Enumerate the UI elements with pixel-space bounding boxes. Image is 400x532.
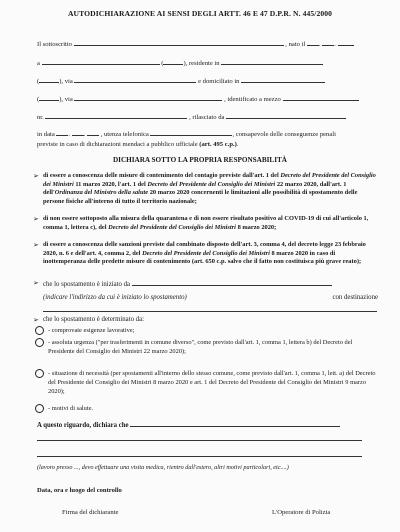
label-nr: nr.: [37, 114, 44, 121]
option-2-text: - assoluta urgenza ("per trasferimenti in comune diverso", come previsto dall'art. 1, comma 1, lettera b) del Decreto del Presidente del Consiglio dei Ministri 22 marzo 2020);: [48, 339, 353, 355]
label-nato-il: , nato il: [285, 41, 306, 48]
circle-checkbox-icon[interactable]: [35, 338, 44, 347]
field-birth-month[interactable]: [322, 39, 334, 46]
field-residence-street[interactable]: [74, 76, 196, 83]
field-destination[interactable]: [43, 305, 377, 312]
bullet-item-sanzioni: [33, 241, 378, 267]
bullet-1-text-f: Ordinanza del Ministro della salute: [54, 189, 149, 197]
label-rilasciato: , rilasciato da: [189, 114, 225, 121]
label-previste: previste in caso di dichiarazioni mendaci a pubblico ufficiale: [37, 141, 198, 148]
note-esempi: (lavoro presso ..., devo effettuare una visita medica, rientro dall'estero, altri motivi particolari, etc....): [37, 464, 289, 471]
label-paren-2: (: [37, 78, 40, 85]
circle-checkbox-icon[interactable]: [35, 326, 44, 335]
bullet-item-motivo: [33, 316, 378, 325]
arrow-bullet-icon: ➢: [33, 279, 39, 287]
line-in-data: in data . . , utenza telefonica , consapevole delle conseguenze penali: [37, 131, 336, 138]
field-dichiara[interactable]: [130, 420, 340, 427]
label-identificato: , identificato a mezzo: [224, 96, 281, 103]
bullet-3-text-c: 8 marzo 2020 in caso di inottemperanza delle predette misure di contenimento: [43, 249, 336, 266]
bullet-5-text: che lo spostamento è determinato da:: [43, 316, 144, 323]
field-issue-year[interactable]: [87, 129, 99, 136]
label-via-2: ), via: [59, 96, 73, 103]
field-id-document[interactable]: [283, 94, 359, 101]
field-domicile[interactable]: [241, 76, 325, 83]
bullet-item-spostamento: [33, 279, 378, 316]
label-paren: (: [161, 60, 164, 67]
bullet-3-text-a: di essere a conoscenza delle sanzioni previste dal combinato disposto dell'art. 3, comma 4, del decreto legge 23 febbraio 2020, n. 6 e dell'art. 4, comma 2, del: [43, 241, 366, 257]
label-riguardo: A questo riguardo, dichiara che: [37, 422, 129, 429]
bullet-item-misure: [33, 172, 378, 206]
bullet-4-text-c: con destinazione: [332, 293, 378, 301]
option-salute: [48, 404, 378, 413]
label-via: ), via: [59, 78, 73, 85]
bullet-1-text-e: 22 marzo 2020, dall'art. 1 dell': [43, 180, 347, 197]
field-domicile-street[interactable]: [74, 94, 222, 101]
label-sottoscritto: Il sottoscritto: [37, 41, 72, 48]
arrow-bullet-icon: ➢: [33, 215, 39, 223]
label-domiciliato: e domiciliato in: [198, 78, 240, 85]
line-nr: [37, 112, 346, 121]
bullet-2-text-a: di non essere sottoposto alla misura della quarantena e di non essere risultato positivo al COVID-19: [43, 215, 315, 222]
option-3-text: - situazione di necessità (per spostamenti all'interno dello stesso comune, come previsto dall'art. 1, comma 1, lett. a) del Decreto del Presidente del Consiglio dei Ministri 8 marzo 2020 e art. 1 del Decreto del Presidente del Consiglio dei Ministri 9 marzo 2020);: [48, 370, 376, 395]
label-residente: ), residente in: [183, 60, 220, 67]
option-necessita: [48, 369, 378, 396]
arrow-bullet-icon: ➢: [33, 172, 39, 180]
field-dichiara-line-3[interactable]: [37, 456, 362, 457]
arrow-bullet-icon: ➢: [33, 241, 39, 249]
field-dichiara-line-2[interactable]: [37, 440, 362, 441]
label-operatore-polizia: L'Operatore di Polizia: [272, 509, 331, 516]
field-issue-day[interactable]: [56, 129, 68, 136]
line-sottoscritto: Il sottoscritto , nato il . .: [37, 39, 354, 48]
section-heading: DICHIARA SOTTO LA PROPRIA RESPONSABILITÀ: [112, 156, 287, 164]
line-riguardo: [37, 420, 340, 429]
bullet-1-text-b: Decreto del Presidente del Consiglio dei Ministri: [43, 172, 376, 188]
bullet-2-text-d: 8 marzo 2020;: [237, 223, 277, 231]
line-birthplace: [37, 58, 323, 67]
label-data-luogo: Data, ora e luogo del controllo: [37, 487, 122, 494]
bullet-2-text-c: Decreto del Presidente del Consiglio dei Ministri: [108, 223, 236, 231]
field-name[interactable]: [74, 39, 284, 46]
bullet-4-text-a: che lo spostamento è iniziato da: [43, 281, 131, 288]
field-phone[interactable]: [150, 129, 232, 136]
bullet-1-text-g: 20 marzo 2020 concernenti le limitazioni alle possibilità di spostamento delle persone fisiche all'interno di tutto il territorio nazionale;: [43, 189, 358, 205]
bullet-2-text-b: di cui all'articolo 1, comma 1, lettera c), del: [43, 215, 369, 231]
bullet-4-text-b: (indicare l'indirizzo da cui è iniziato lo spostamento): [43, 293, 187, 301]
label-utenza: , utenza telefonica: [100, 131, 149, 138]
label-consapevole: , consapevole delle conseguenze penali: [232, 131, 336, 138]
bullet-1-text-c: 11 marzo 2020, l'art. 1 del: [75, 180, 146, 188]
field-birth-day[interactable]: [307, 39, 319, 46]
bullet-3-text-d: (art. 650 c.p. salvo che il fatto non costituisca più grave reato);: [191, 258, 362, 266]
field-issued-by[interactable]: [226, 112, 346, 119]
field-birth-province[interactable]: [163, 58, 183, 65]
option-urgenza: [48, 338, 378, 356]
option-4-text: - motivi di salute.: [48, 405, 94, 412]
field-residence-province[interactable]: [39, 76, 59, 83]
field-birthplace[interactable]: [42, 58, 160, 65]
circle-checkbox-icon[interactable]: [35, 404, 44, 413]
label-firma-dichiarante: Firma del dichiarante: [62, 509, 119, 516]
form-title: AUTODICHIARAZIONE AI SENSI DEGLI ARTT. 46 E 47 D.P.R. N. 445/2000: [67, 9, 333, 18]
line-previste: previste in caso di dichiarazioni mendaci a pubblico ufficiale (art. 495 c.p.).: [37, 141, 239, 148]
option-lavoro: [48, 326, 378, 335]
field-birth-year[interactable]: [338, 39, 354, 46]
field-residence[interactable]: [221, 58, 323, 65]
option-1-text: - comprovate esigenze lavorative;: [48, 327, 135, 334]
bullet-1-text-d: Decreto del Presidente del Consiglio dei Ministri: [147, 180, 276, 188]
bullet-3-text-b: Decreto del Presidente del Consiglio dei Ministri: [142, 249, 270, 257]
field-issue-month[interactable]: [72, 129, 84, 136]
bullet-item-quarantena: [33, 215, 378, 232]
bullet-1-text-a: di essere a conoscenza delle misure di contenimento del contagio previste dall'art. 1 del: [43, 172, 279, 179]
label-in-data: in data: [37, 131, 55, 138]
arrow-bullet-icon: ➢: [33, 316, 39, 324]
line-via-2: [37, 94, 359, 103]
field-document-number[interactable]: [45, 112, 187, 119]
field-domicile-province[interactable]: [39, 94, 59, 101]
label-a: a: [37, 60, 40, 67]
field-start-address[interactable]: [132, 279, 332, 286]
label-art-495: (art. 495 c.p.): [199, 141, 237, 148]
circle-checkbox-icon[interactable]: [35, 369, 44, 378]
label-paren-3: (: [37, 96, 40, 103]
line-via: [37, 76, 325, 85]
